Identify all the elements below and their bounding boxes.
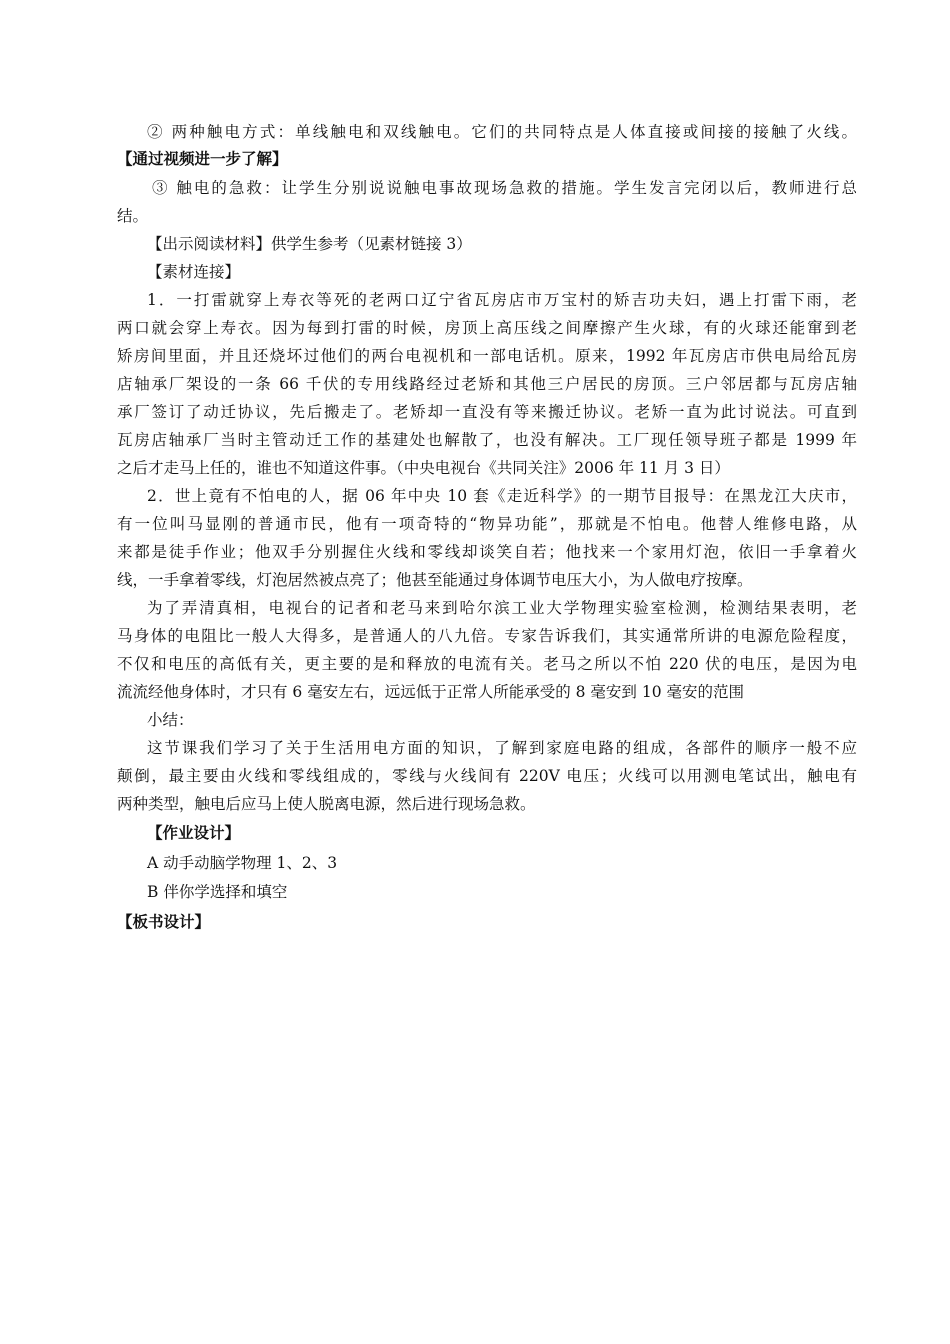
homework-item-a: A 动手动脑学物理 1、2、3 bbox=[147, 854, 338, 872]
section-heading-material: 【素材连接】 bbox=[147, 263, 241, 281]
text-line: 两口就会穿上寿衣。因为每到打雷的时候，房顶上高压线之间摩擦产生火球，有的火球还能窜到老 bbox=[117, 319, 857, 337]
text-line: 有一位叫马显刚的普通市民，他有一项奇特的“物异功能”，那就是不怕电。他替人维修电路，从 bbox=[117, 515, 857, 533]
text-line: 矫房间里面，并且还烧坏过他们的两台电视机和一部电话机。原来，1992 年瓦房店市供电局给瓦房 bbox=[117, 347, 857, 365]
section-heading-homework: 【作业设计】 bbox=[147, 823, 241, 842]
text-line: 来都是徒手作业；他双手分别握住火线和零线却谈笑自若；他找来一个家用灯泡，依旧一手拿着火 bbox=[117, 543, 857, 561]
text-line: 颠倒，最主要由火线和零线组成的，零线与火线间有 220V 电压；火线可以用测电笔试出，触电有 bbox=[117, 767, 857, 785]
text-line: 【出示阅读材料】供学生参考（见素材链接 3） bbox=[147, 235, 472, 253]
text-line: ② 两种触电方式：单线触电和双线触电。它们的共同特点是人体直接或间接的接触了火线。 bbox=[147, 123, 857, 141]
text-line: 2．世上竟有不怕电的人，据 06 年中央 10 套《走近科学》的一期节目报导：在黑龙江大庆市， bbox=[147, 487, 857, 505]
text-line: 瓦房店轴承厂当时主管动迁工作的基建处也解散了，也没有解决。工厂现任领导班子都是 1999 年 bbox=[117, 431, 857, 449]
text-line: 马身体的电阻比一般人大得多，是普通人的八九倍。专家告诉我们，其实通常所讲的电源危险程度， bbox=[117, 627, 857, 645]
text-line: 不仅和电压的高低有关，更主要的是和释放的电流有关。老马之所以不怕 220 伏的电压，是因为电 bbox=[117, 655, 857, 673]
text-line: 两种类型，触电后应马上使人脱离电源，然后进行现场急救。 bbox=[117, 795, 536, 813]
text-line: ③ 触电的急救：让学生分别说说触电事故现场急救的措施。学生发言完闭以后，教师进行总 bbox=[152, 179, 857, 197]
text-line: 店轴承厂架设的一条 66 千伏的专用线路经过老矫和其他三户居民的房顶。三户邻居都与瓦房店轴 bbox=[117, 375, 857, 393]
text-line: 1．一打雷就穿上寿衣等死的老两口辽宁省瓦房店市万宝村的矫吉功夫妇，遇上打雷下雨，老 bbox=[147, 291, 857, 309]
section-heading-video: 【通过视频进一步了解】 bbox=[117, 149, 288, 168]
text-line: 流流经他身体时，才只有 6 毫安左右，远远低于正常人所能承受的 8 毫安到 10 毫安的范围 bbox=[117, 683, 745, 701]
text-line: 这节课我们学习了关于生活用电方面的知识，了解到家庭电路的组成，各部件的顺序一般不应 bbox=[147, 739, 857, 757]
text-line: 承厂签订了动迁协议，先后搬走了。老矫却一直没有等来搬迁协议。老矫一直为此讨说法。可直到 bbox=[117, 403, 857, 421]
section-heading-board: 【板书设计】 bbox=[117, 912, 211, 931]
text-line: 结。 bbox=[117, 207, 149, 225]
text-line: 之后才走马上任的，谁也不知道这件事。（中央电视台《共同关注》2006 年 11 月 3 日） bbox=[117, 459, 730, 477]
text-line: 为了弄清真相，电视台的记者和老马来到哈尔滨工业大学物理实验室检测，检测结果表明，老 bbox=[147, 599, 857, 617]
summary-label: 小结： bbox=[147, 711, 194, 729]
text-line: 线，一手拿着零线，灯泡居然被点亮了；他甚至能通过身体调节电压大小，为人做电疗按摩。 bbox=[117, 571, 753, 589]
homework-item-b: B 伴你学选择和填空 bbox=[147, 883, 288, 901]
